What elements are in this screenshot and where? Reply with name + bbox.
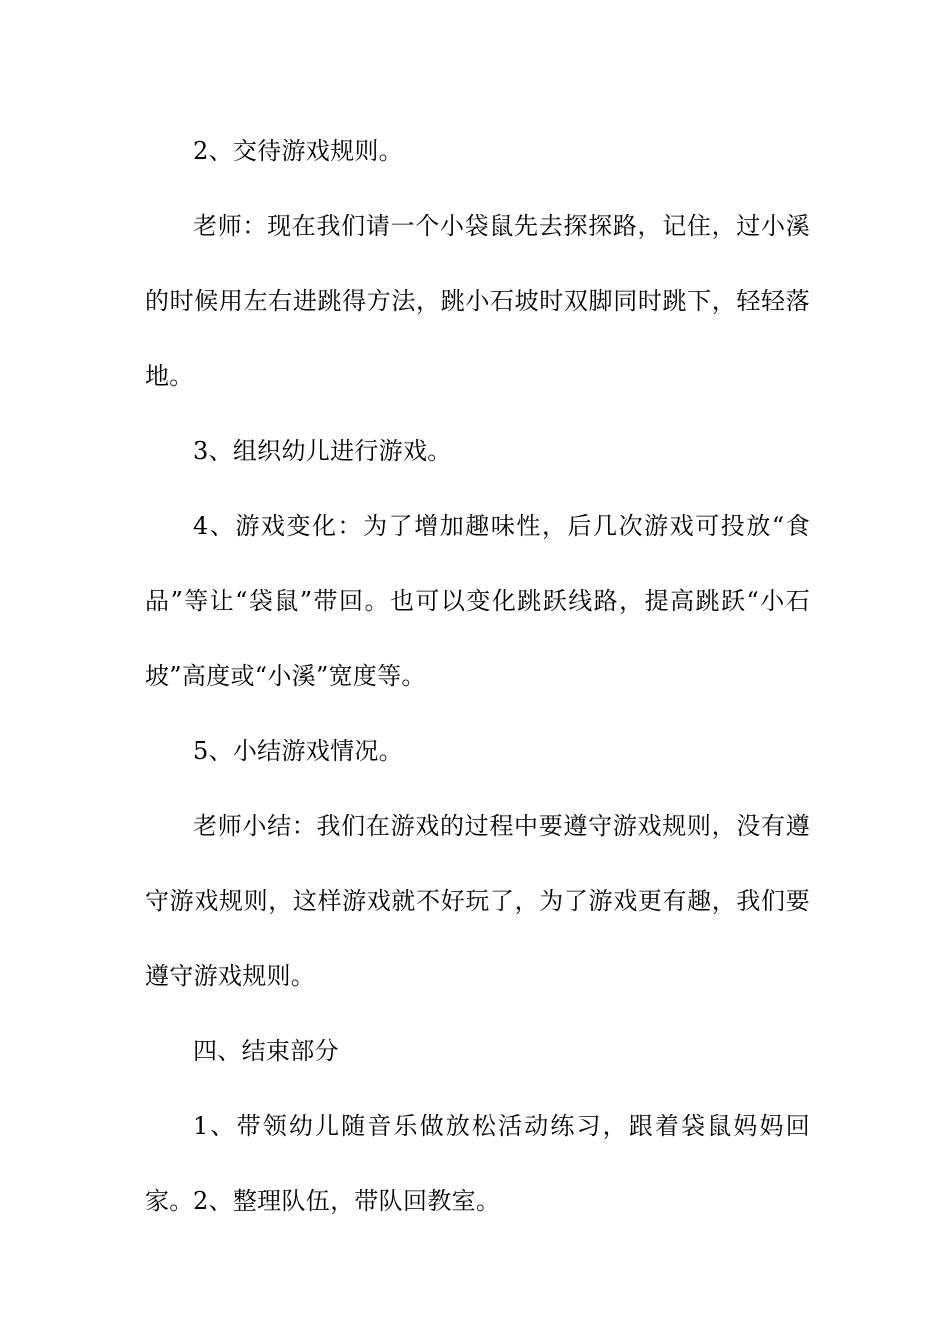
paragraph-game-variation: 4、游戏变化：为了增加趣味性，后几次游戏可投放“食品”等让“袋鼠”带回。也可以变化跳跃线路，提高跳跃“小石坡”高度或“小溪”宽度等。 <box>145 512 810 690</box>
paragraph-return-classroom: 2、整理队伍，带队回教室。 <box>193 1187 501 1215</box>
paragraph-summary-heading: 5、小结游戏情况。 <box>193 737 403 765</box>
section-heading-ending: 四、结束部分 <box>193 1037 339 1065</box>
paragraph-relaxation: 1、带领幼儿随音乐做放松活动练习，跟着袋鼠妈妈回家。 <box>145 1112 810 1215</box>
paragraph-organize-game: 3、组织幼儿进行游戏。 <box>193 437 452 465</box>
paragraph-rules-heading: 2、交待游戏规则。 <box>193 137 403 165</box>
paragraph-teacher-summary: 老师小结：我们在游戏的过程中要遵守游戏规则，没有遵守游戏规则，这样游戏就不好玩了，为了游戏更有趣，我们要遵守游戏规则。 <box>145 812 810 990</box>
paragraph-teacher-instructions: 老师：现在我们请一个小袋鼠先去探探路，记住，过小溪的时候用左右进跳得方法，跳小石坡时双脚同时跳下，轻轻落地。 <box>145 212 810 390</box>
